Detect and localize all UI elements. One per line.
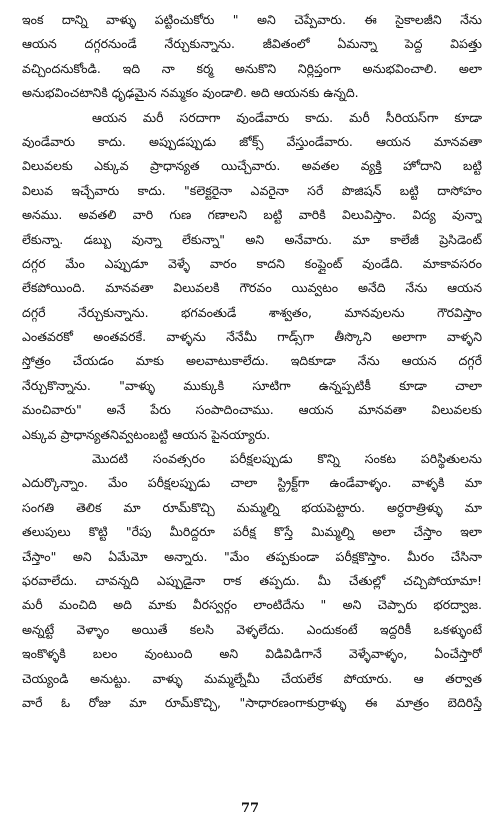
text-line: దగ్గర మేం ఎప్పుడూ వెళ్ళే వారం కాదని కంప్లైంట్ వుండేది. మాకావసరం bbox=[22, 255, 482, 271]
body-text bbox=[22, 8, 482, 715]
text-line: వుండేవారు కాదు. అప్పుడప్పుడు జోక్స్ వేస్తుండేవారు. ఆయన మానవతా bbox=[22, 133, 482, 149]
text-line: అనుభవించటానికి ధృఢమైన నమ్మకం వుండాలి. అది ఆయనకు ఉన్నది. bbox=[22, 85, 359, 101]
text-line: వచ్చిందనుకోండి. ఇది నా కర్మ అనుకొని నిర్లిప్తంగా అనుభవించాలి. అలా bbox=[22, 60, 482, 76]
text-line: వారే ఓ రోజు మా రూమ్‌కొచ్చి, "సాధారణంగాకుర్రాళ్ళు ఈ మాత్రం బెదిరిస్తే bbox=[22, 694, 482, 710]
text-line: మంచివారు" అనే పేరు సంపాదించాము. ఆయన మానవతా విలువలకు bbox=[22, 402, 482, 418]
text-line: సంగతి తెలిక మా రూమ్‌కొచ్చి మమ్మల్ని భయపెట్టారు. అర్ధరాత్రిళ్ళు మా bbox=[22, 499, 482, 515]
text-line: ఎంతవరకో అంతవరకే. వాళ్ళను నేనేమీ గాడ్స్‌గా తీస్కొని అలాగా వాళ్ళని bbox=[22, 329, 482, 345]
text-line: మరీ మంచిది అది మాకు వీరస్వర్గం లాంటిదేను " అని చెప్పారు భరద్వాజ. bbox=[22, 597, 482, 613]
text-line: ఎక్కువ ప్రాధాన్యతనివ్వటంబట్టి ఆయన పైనయ్యారు. bbox=[22, 426, 271, 442]
text-line: ఇంకొళ్ళకి బలం వుంటుంది అని విడివిడిగానే వెళ్ళేవాళ్ళం, ఏంచేస్తారో bbox=[22, 646, 482, 662]
text-line: నేర్చుకొన్నాను. "వాళ్ళు ముక్కుకి సూటిగా ఉన్నప్పటికీ కూడా చాలా bbox=[22, 377, 482, 393]
page-number: 77 bbox=[240, 801, 260, 816]
text-line: తలుపులు కొట్టి "రేపు మీరిద్దరూ పరీక్ష కొస్తే మిమ్మల్ని అలా చేస్తాం ఇలా bbox=[22, 524, 482, 540]
text-line: విలువ ఇచ్చేవారు కాదు. "కలెక్టరైనా ఎవరైనా సరే పొజిషన్ బట్టి దాసోహం bbox=[22, 182, 482, 198]
text-line: అనము. అవతలి వారి గుణ గణాలని బట్టి వారికి విలువిస్తాం. విద్య వున్నా bbox=[22, 207, 482, 223]
text-line: ఫరవాలేదు. చావన్నది ఎప్పుడైనా రాక తప్పదు. మీ చేతుల్లో చచ్చిపోయామా! bbox=[22, 572, 482, 588]
text-line: దగ్గరే నేర్చుకున్నాను. భగవంతుడే శాశ్వతం, మానవులను గౌరవిస్తాం bbox=[22, 304, 482, 320]
text-line: ఎదుర్కొన్నాం. మేం పరీక్షలప్పుడు చాలా స్ట్రిక్ట్‌గా ఉండేవాళ్ళం. వాళ్ళకి మా bbox=[22, 475, 482, 491]
paragraph-first-line: ఆయన మరీ సరదాగా వుండేవారు కాదు. మరీ సీరియస్‌గా కూడా bbox=[92, 109, 482, 125]
text-line: అన్నట్టే వెళ్ళాం అయితే కలసి వెళ్ళలేదు. ఎందుకంటే ఇద్దరికీ ఒకళ్ళుంటే bbox=[22, 621, 482, 637]
text-line: లేకపోయింది. మానవతా విలువలకి గౌరవం యివ్వటం అనేది నేను ఆయన bbox=[22, 280, 482, 296]
text-line: ఇంక దాన్ని వాళ్ళు పట్టించుకోరు " అని చెప్పేవారు. ఈ సైకాలజీని నేను bbox=[22, 12, 482, 27]
text-line: లేకున్నా. డబ్బు వున్నా లేకున్నా" అని అనేవారు. మా కాలేజీ ప్రెసిడెంట్ bbox=[22, 231, 482, 247]
text-line: చెయ్యండి అనుట్టు. వాళ్ళు మమ్మల్నేమీ చేయలేక పోయారు. ఆ తర్వాత bbox=[22, 670, 482, 686]
text-line: చేస్తాం" అని ఏమేమో అన్నారు. "మేం తప్పకుండా పరీక్షకొస్తాం. మీరం చేసినా bbox=[22, 548, 482, 564]
text-line: స్తోత్రం చేయడం మాకు అలవాటుకాలేదు. ఇదికూడా నేను ఆయన దగ్గరే bbox=[22, 353, 482, 369]
text-line: ఆయన దగ్గరనుండే నేర్చుకున్నాను. జీవితంలో ఏమన్నా పెద్ద విపత్తు bbox=[22, 36, 482, 52]
text-line: విలువలకు ఎక్కువ ప్రాధాన్యత యిచ్చేవారు. అవతల వ్యక్తి హోదాని బట్టి bbox=[22, 158, 482, 174]
paragraph-first-line: మొదటి సంవత్సరం పరీక్షలప్పుడు కొన్ని సంకట పరిస్థితులను bbox=[92, 451, 482, 467]
